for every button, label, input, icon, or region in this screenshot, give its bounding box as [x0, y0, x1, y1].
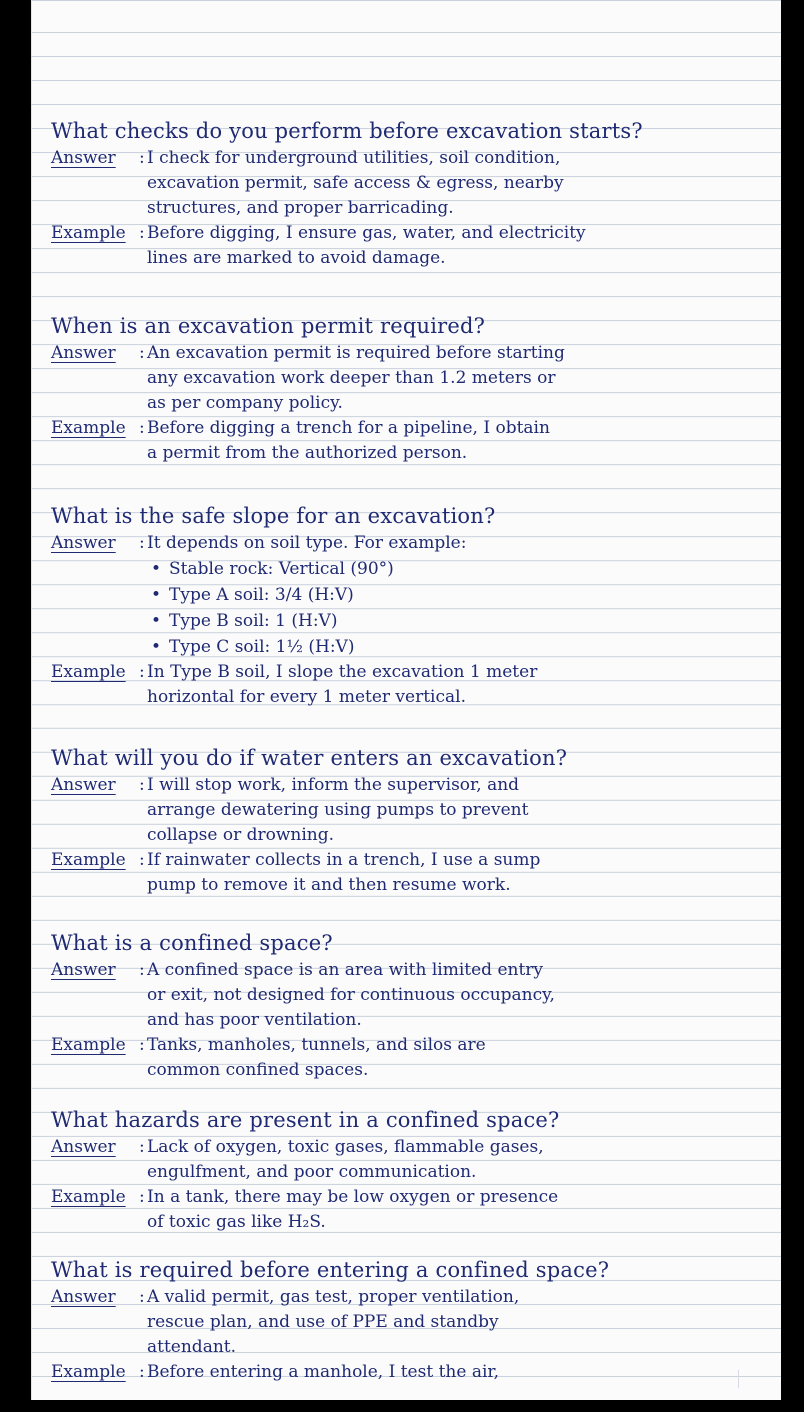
answer-label: Answer [51, 343, 116, 363]
answer-line: as per company policy. [147, 393, 343, 413]
answer-text [145, 773, 771, 848]
example-line: of toxic gas like H₂S. [147, 1212, 326, 1232]
example-line: common confined spaces. [147, 1060, 369, 1080]
example-row [51, 416, 771, 466]
answer-text [145, 1135, 771, 1185]
example-text [145, 1360, 771, 1385]
answer-line: rescue plan, and use of PPE and standby [147, 1312, 499, 1332]
label-colon: : [139, 1137, 145, 1157]
example-line: horizontal for every 1 meter vertical. [147, 687, 466, 707]
list-item: • Stable rock: Vertical (90°) [151, 556, 771, 582]
answer-row [51, 1135, 771, 1185]
answer-line: I check for underground utilities, soil condition, [147, 148, 561, 168]
example-line: pump to remove it and then resume work. [147, 875, 511, 895]
qa-block [51, 118, 771, 271]
answer-label: Answer [51, 960, 116, 980]
answer-line: attendant. [147, 1337, 237, 1357]
example-line: Before entering a manhole, I test the air, [147, 1362, 500, 1382]
list-item: • Type A soil: 3/4 (H:V) [151, 582, 771, 608]
label-colon: : [139, 418, 145, 438]
example-text [145, 660, 771, 710]
answer-line: It depends on soil type. For example: [147, 533, 467, 553]
margin-line [31, 0, 32, 1400]
label-colon: : [139, 960, 145, 980]
example-row [51, 221, 771, 271]
example-line: If rainwater collects in a trench, I use a sump [147, 850, 541, 870]
label-colon: : [139, 662, 145, 682]
header-rule [31, 104, 781, 105]
label-colon: : [139, 1187, 145, 1207]
answer-row [51, 958, 771, 1033]
answer-label: Answer [51, 1287, 116, 1307]
example-text [145, 1185, 771, 1235]
example-row [51, 660, 771, 710]
answer-line: collapse or drowning. [147, 825, 335, 845]
qa-block [51, 745, 771, 898]
example-row [51, 848, 771, 898]
example-line: a permit from the authorized person. [147, 443, 468, 463]
answer-text [145, 1285, 771, 1360]
question-heading: What will you do if water enters an excavation? [51, 746, 568, 770]
example-label: Example [51, 1035, 126, 1055]
scroll-indicator[interactable] [738, 1370, 739, 1388]
example-row [51, 1033, 771, 1083]
header-rule [31, 56, 781, 57]
answer-text [145, 341, 771, 416]
example-text [145, 848, 771, 898]
notebook-page [31, 0, 781, 1400]
qa-block [51, 503, 771, 710]
answer-label: Answer [51, 533, 116, 553]
list-item: • Type B soil: 1 (H:V) [151, 608, 771, 634]
qa-block [51, 1257, 771, 1385]
answer-line: arrange dewatering using pumps to prevent [147, 800, 529, 820]
answer-text [145, 531, 771, 660]
example-line: Before digging, I ensure gas, water, and electricity [147, 223, 586, 243]
answer-line: A confined space is an area with limited entry [147, 960, 544, 980]
answer-line: structures, and proper barricading. [147, 198, 454, 218]
example-text [145, 416, 771, 466]
example-line: Tanks, manholes, tunnels, and silos are [147, 1035, 486, 1055]
answer-line: An excavation permit is required before starting [147, 343, 565, 363]
list-item: • Type C soil: 1½ (H:V) [151, 634, 771, 660]
example-row [51, 1185, 771, 1235]
answer-line: A valid permit, gas test, proper ventilation, [147, 1287, 520, 1307]
example-text [145, 221, 771, 271]
answer-line: any excavation work deeper than 1.2 meters or [147, 368, 556, 388]
question-heading: What is the safe slope for an excavation? [51, 504, 496, 528]
answer-label: Answer [51, 1137, 116, 1157]
example-label: Example [51, 418, 126, 438]
question-heading: What is required before entering a confined space? [51, 1258, 610, 1282]
qa-block [51, 1107, 771, 1235]
label-colon: : [139, 1287, 145, 1307]
example-label: Example [51, 1362, 126, 1382]
answer-line: or exit, not designed for continuous occupancy, [147, 985, 555, 1005]
label-colon: : [139, 343, 145, 363]
answer-text [145, 958, 771, 1033]
question-heading: What is a confined space? [51, 931, 333, 955]
example-label: Example [51, 662, 126, 682]
question-heading: When is an excavation permit required? [51, 314, 486, 338]
example-text [145, 1033, 771, 1083]
answer-text [145, 146, 771, 221]
qa-block [51, 313, 771, 466]
answer-row [51, 146, 771, 221]
answer-row [51, 773, 771, 848]
label-colon: : [139, 148, 145, 168]
question-heading: What checks do you perform before excavation starts? [51, 119, 643, 143]
example-line: lines are marked to avoid damage. [147, 248, 446, 268]
answer-row [51, 1285, 771, 1360]
qa-block [51, 930, 771, 1083]
answer-line: engulfment, and poor communication. [147, 1162, 477, 1182]
label-colon: : [139, 850, 145, 870]
soil-slope-list [147, 556, 771, 660]
answer-row [51, 341, 771, 416]
example-label: Example [51, 223, 126, 243]
answer-line: excavation permit, safe access & egress, nearby [147, 173, 564, 193]
label-colon: : [139, 775, 145, 795]
label-colon: : [139, 223, 145, 243]
answer-label: Answer [51, 148, 116, 168]
example-line: In Type B soil, I slope the excavation 1 meter [147, 662, 538, 682]
question-heading: What hazards are present in a confined space? [51, 1108, 560, 1132]
answer-line: and has poor ventilation. [147, 1010, 362, 1030]
answer-row [51, 531, 771, 660]
example-line: Before digging a trench for a pipeline, I obtain [147, 418, 550, 438]
answer-label: Answer [51, 775, 116, 795]
label-colon: : [139, 1362, 145, 1382]
label-colon: : [139, 533, 145, 553]
example-line: In a tank, there may be low oxygen or presence [147, 1187, 559, 1207]
example-label: Example [51, 1187, 126, 1207]
answer-line: I will stop work, inform the supervisor, and [147, 775, 520, 795]
example-label: Example [51, 850, 126, 870]
example-row [51, 1360, 771, 1385]
answer-line: Lack of oxygen, toxic gases, flammable gases, [147, 1137, 544, 1157]
label-colon: : [139, 1035, 145, 1055]
